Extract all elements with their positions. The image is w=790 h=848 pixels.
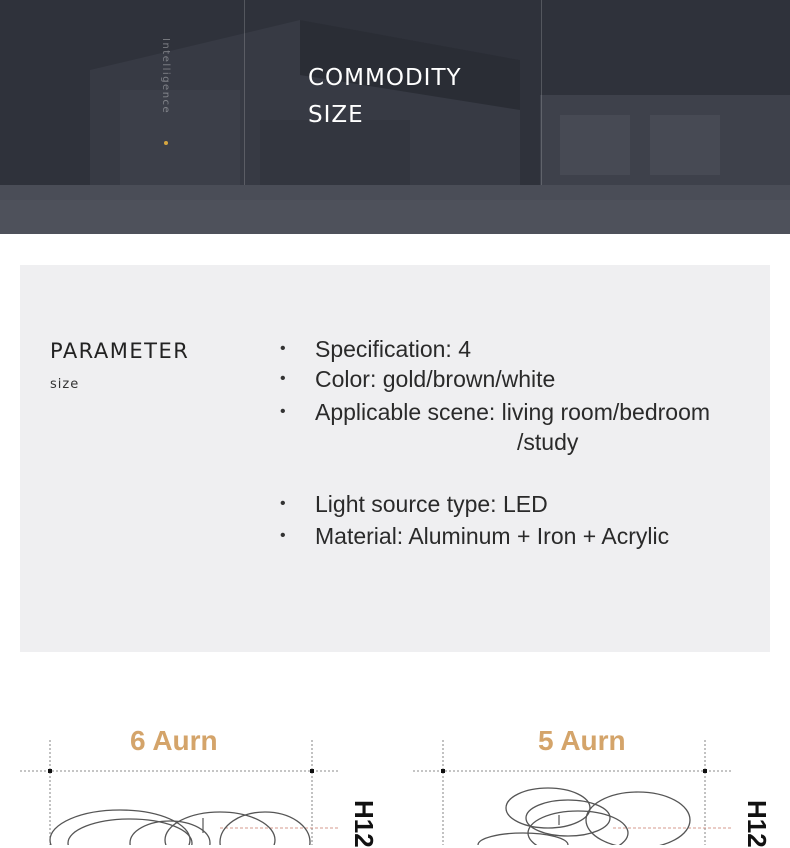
parameter-panel [20, 265, 770, 652]
bullet-icon: • [280, 495, 286, 512]
spec-list [20, 265, 770, 652]
gold-dot-icon [164, 141, 168, 145]
bullet-icon: • [280, 340, 286, 357]
spec-text: Material: Aluminum + Iron + Acrylic [315, 523, 670, 549]
spec-text: Applicable scene: living room/bedroom [315, 399, 711, 425]
banner-divider-left [244, 0, 245, 185]
arm-count-label: 5 Aurn [538, 725, 626, 756]
spec-continuation: /study [517, 429, 579, 455]
bullet-icon: • [280, 527, 286, 544]
intelligence-vertical-text: Intelligence [160, 38, 171, 115]
banner-title-line2: SIZE [308, 102, 364, 128]
size-diagram-6-arm [20, 715, 390, 848]
parameter-title: PARAMETER [50, 339, 190, 363]
height-label: H12 [349, 800, 379, 848]
banner-divider-right [541, 0, 542, 185]
spec-text: Light source type: LED [315, 491, 548, 517]
bullet-icon: • [280, 403, 286, 420]
banner-title [308, 60, 462, 134]
spec-text: Specification: 4 [315, 336, 471, 362]
height-label: H12 [742, 800, 772, 848]
parameter-subtitle: size [50, 377, 80, 392]
spec-text: Color: gold/brown/white [315, 366, 556, 392]
size-diagram-5-arm [413, 715, 783, 848]
hero-banner [0, 0, 790, 234]
arm-count-label: 6 Aurn [130, 725, 218, 756]
bullet-icon: • [280, 370, 286, 387]
banner-title-line1: COMMODITY [308, 65, 462, 91]
